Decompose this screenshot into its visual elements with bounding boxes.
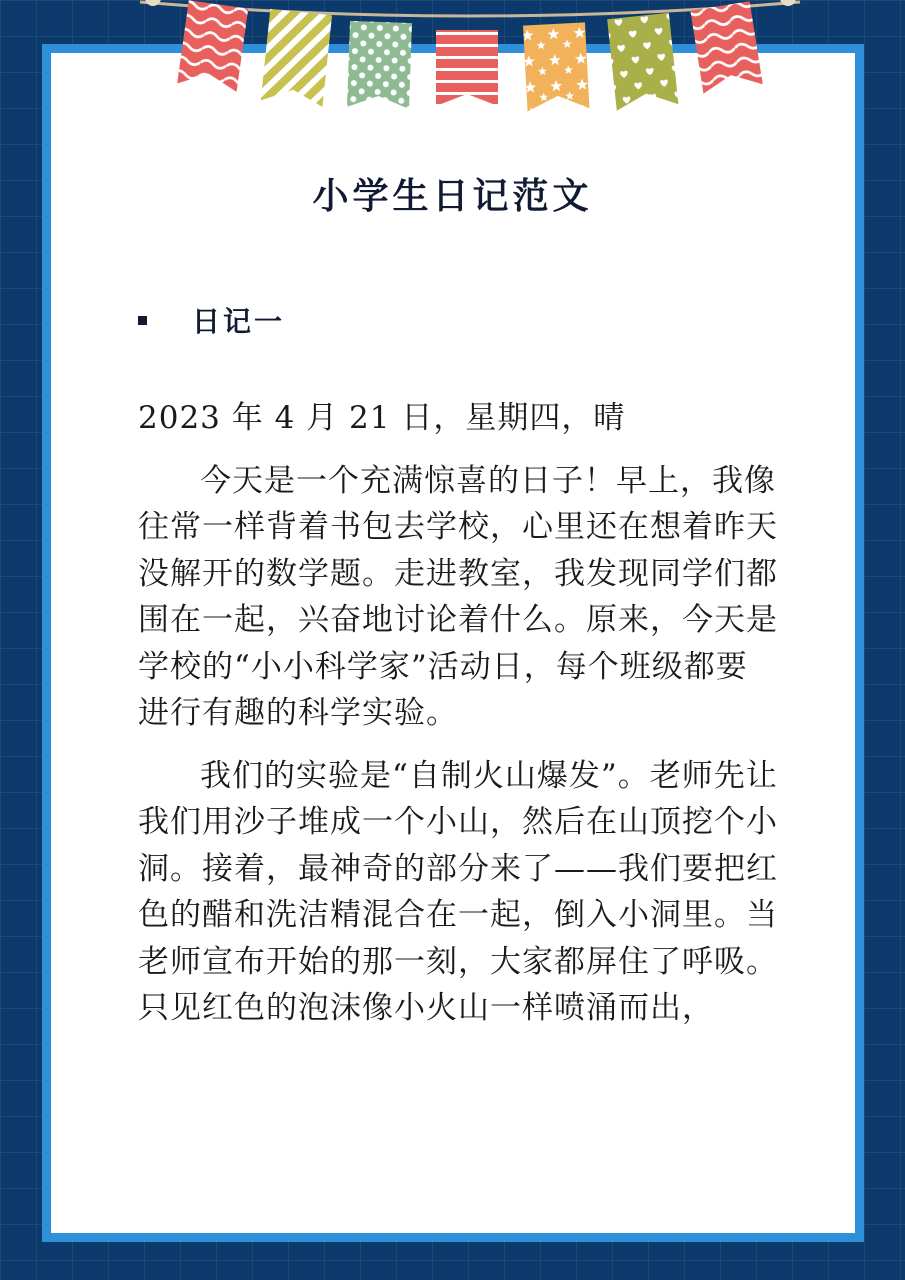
flag-horizontal-stripes (436, 30, 498, 106)
paragraph-1: 今天是一个充满惊喜的日子！早上，我像往常一样背着书包去学校，心里还在想着昨天没解开的数学题。走进教室，我发现同学们都围在一起，兴奋地讨论着什么。原来，今天是学校的“小小科学家”活动日，每个班级都要进行有趣的科学实验。 (138, 462, 778, 731)
square-bullet-icon (138, 316, 147, 325)
date-line: 2023 年 4 月 21 日，星期四，晴 (138, 400, 626, 436)
flag-polka-dots (347, 21, 412, 109)
flag-stars (523, 22, 589, 111)
bunting-banner (0, 0, 905, 120)
section-heading (138, 300, 285, 340)
paragraph-2: 我们的实验是“自制火山爆发”。老师先让我们用沙子堆成一个小山，然后在山顶挖个小洞。接着，最神奇的部分来了——我们要把红色的醋和洗洁精混合在一起，倒入小洞里。当老师宣布开始的那一刻，大家都屏住了呼吸。只见红色的泡沫像小火山一样喷涌而出， (138, 757, 778, 1026)
flag-hearts (607, 13, 678, 111)
page-title: 小学生日记范文 (312, 175, 593, 217)
flag-diagonal-stripes (261, 9, 332, 107)
section-heading-text: 日记一 (192, 305, 286, 338)
diary-body (138, 395, 778, 1048)
flag-wave-1 (177, 0, 248, 92)
flag-wave-2 (690, 1, 762, 93)
